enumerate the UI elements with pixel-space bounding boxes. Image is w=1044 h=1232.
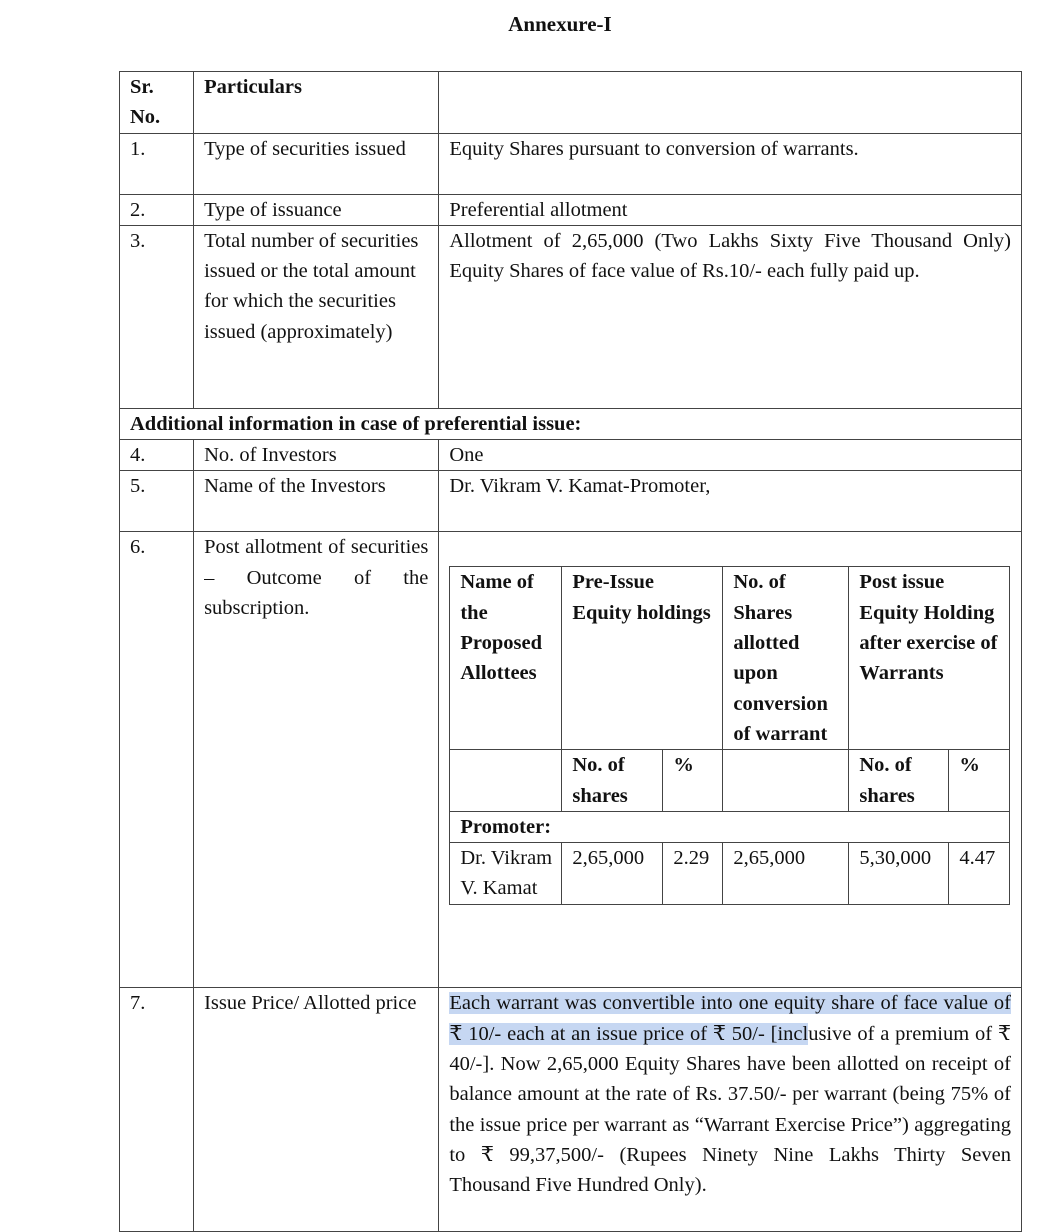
row-detail-allotment [439,532,1022,988]
header-sr-no: Sr. No. [120,72,194,134]
table-row [120,194,1022,225]
row-sr: 1. [120,133,194,194]
row-particular: Post allotment of securities – Outcome of the subscription. [194,532,439,988]
sub-no-shares-post: No. of shares [849,750,949,812]
document-title: Annexure-I [508,12,612,36]
table-row [120,440,1022,471]
allotment-subheader-row [450,750,1010,812]
pre-issue-pct: 2.29 [663,843,723,905]
sub-pct-post: % [949,750,1010,812]
allotment-header-row [450,567,1010,750]
header-blank [439,72,1022,134]
row-particular: Type of issuance [194,194,439,225]
table-row [120,988,1022,1232]
row-detail: Allotment of 2,65,000 (Two Lakhs Sixty Five Thousand Only) Equity Shares of face value of Rs.10/- each fully paid up. [439,225,1022,408]
table-row [120,471,1022,532]
table-header-row [120,72,1022,134]
subheader-blank [450,750,562,812]
sub-no-shares-pre: No. of shares [562,750,663,812]
selected-text-highlight[interactable]: Each warrant was convertible into one equity share of face value of ₹ 10/- each at an issue price of ₹ 50/- [incl [449,992,1011,1045]
annexure-table [119,71,1022,1232]
row-sr: 2. [120,194,194,225]
row-particular: Name of the Investors [194,471,439,532]
category-label: Promoter: [450,811,1010,842]
additional-info-heading: Additional information in case of preferential issue: [120,408,1022,439]
row-detail-issue-price [439,988,1022,1232]
row-particular: Issue Price/ Allotted price [194,988,439,1232]
row-sr: 7. [120,988,194,1232]
row-detail: Preferential allotment [439,194,1022,225]
row-sr: 3. [120,225,194,408]
row-detail: One [439,440,1022,471]
header-particulars: Particulars [194,72,439,134]
table-row [120,133,1022,194]
row-detail: Dr. Vikram V. Kamat-Promoter, [439,471,1022,532]
additional-info-row [120,408,1022,439]
post-issue-pct: 4.47 [949,843,1010,905]
allotment-category-row [450,811,1010,842]
issue-price-text: usive of a premium of ₹ 40/-]. Now 2,65,000 Equity Shares have been allotted on receipt of balance amount at the rate of Rs. 37.50/- per warrant (being 75% of the issue price per warrant as “Warrant Exercise Price”) aggregating to ₹ 99,37,500/- (Rupees Ninety Nine Lakhs Thirty Seven Thousand Five Hundred Only). [449,1022,1011,1197]
table-row [120,532,1022,988]
sub-pct-pre: % [663,750,723,812]
row-particular: Type of securities issued [194,133,439,194]
row-sr: 4. [120,440,194,471]
allotment-table [449,566,1010,904]
pre-issue-shares: 2,65,000 [562,843,663,905]
row-sr: 5. [120,471,194,532]
row-particular: No. of Investors [194,440,439,471]
subheader-blank [723,750,849,812]
table-row [120,225,1022,408]
post-issue-shares: 5,30,000 [849,843,949,905]
col-name-header: Name of the Proposed Allottees [450,567,562,750]
col-allotted-header: No. of Shares allotted upon conversion of warrant [723,567,849,750]
shares-allotted: 2,65,000 [723,843,849,905]
row-particular: Total number of securities issued or the total amount for which the securities issued (approximately) [194,225,439,408]
col-post-issue-header: Post issue Equity Holding after exercise of Warrants [849,567,1010,750]
allotment-data-row [450,843,1010,905]
allottee-name: Dr. Vikram V. Kamat [450,843,562,905]
row-detail: Equity Shares pursuant to conversion of warrants. [439,133,1022,194]
row-sr: 6. [120,532,194,988]
col-pre-issue-header: Pre-Issue Equity holdings [562,567,723,750]
